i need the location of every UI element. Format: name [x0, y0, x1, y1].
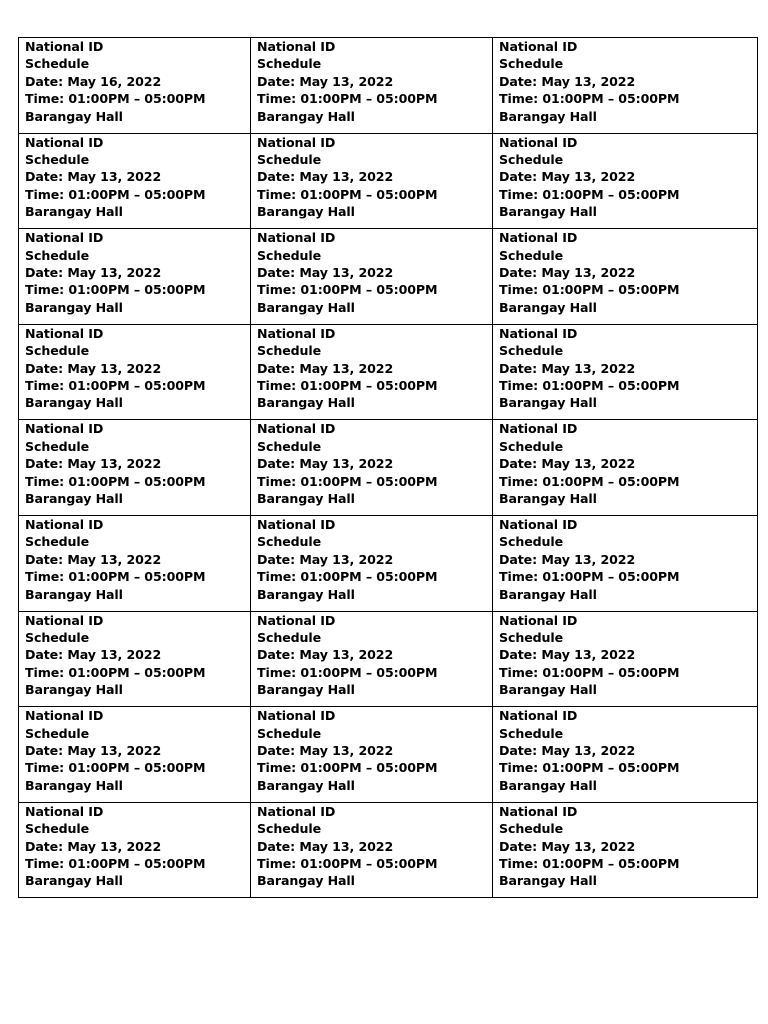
slip-title: National ID	[257, 230, 336, 246]
slip-time: Time: 01:00PM – 05:00PM	[499, 473, 680, 489]
schedule-slip	[19, 611, 251, 707]
schedule-slip	[19, 420, 251, 516]
slip-content	[499, 229, 757, 316]
slip-date: Date: May 13, 2022	[499, 742, 636, 758]
slip-content	[257, 612, 492, 699]
slip-venue: Barangay Hall	[257, 491, 355, 506]
slip-time: Time: 01:00PM – 05:00PM	[499, 664, 680, 680]
slip-title: National ID	[257, 516, 336, 532]
slip-subtitle: Schedule	[25, 152, 90, 167]
slip-venue: Barangay Hall	[257, 395, 355, 411]
slip-date: Date: May 13, 2022	[499, 360, 636, 376]
slip-venue: Barangay Hall	[257, 777, 355, 793]
slip-date: Date: May 13, 2022	[499, 551, 636, 567]
slip-subtitle: Schedule	[257, 247, 322, 263]
slip-title: National ID	[25, 230, 104, 246]
slip-subtitle: Schedule	[25, 56, 90, 72]
schedule-slip	[19, 802, 251, 898]
slip-date: Date: May 13, 2022	[25, 169, 162, 185]
slip-venue: Barangay Hall	[499, 682, 597, 698]
schedule-slip	[251, 802, 493, 898]
slip-title: National ID	[499, 612, 578, 628]
slip-date: Date: May 13, 2022	[257, 360, 394, 376]
schedule-slip	[251, 133, 493, 229]
slip-title: National ID	[257, 134, 336, 150]
slip-venue: Barangay Hall	[25, 299, 123, 315]
slip-subtitle: Schedule	[257, 725, 322, 741]
table-row	[19, 707, 758, 803]
slip-title: National ID	[257, 421, 336, 437]
slip-subtitle: Schedule	[499, 56, 564, 72]
slip-time: Time: 01:00PM – 05:00PM	[257, 855, 438, 871]
table-row	[19, 802, 758, 898]
slip-date: Date: May 16, 2022	[25, 73, 162, 89]
slip-date: Date: May 13, 2022	[25, 360, 162, 376]
schedule-table	[18, 37, 758, 898]
slip-time: Time: 01:00PM – 05:00PM	[499, 569, 680, 585]
slip-time: Time: 01:00PM – 05:00PM	[499, 378, 680, 393]
schedule-slip	[493, 707, 758, 803]
slip-date: Date: May 13, 2022	[257, 647, 394, 663]
slip-title: National ID	[25, 708, 104, 724]
schedule-slip	[493, 420, 758, 516]
slip-date: Date: May 13, 2022	[25, 551, 162, 567]
slip-time: Time: 01:00PM – 05:00PM	[499, 760, 680, 776]
slip-content	[499, 612, 757, 699]
slip-time: Time: 01:00PM – 05:00PM	[257, 186, 438, 202]
schedule-slip	[493, 611, 758, 707]
slip-content	[25, 134, 250, 221]
slip-venue: Barangay Hall	[25, 395, 123, 411]
slip-date: Date: May 13, 2022	[257, 742, 394, 758]
slip-title: National ID	[499, 708, 578, 724]
slip-content	[257, 420, 492, 507]
slip-content	[25, 229, 250, 316]
slip-venue: Barangay Hall	[257, 586, 355, 602]
slip-venue: Barangay Hall	[257, 108, 355, 124]
slip-content	[499, 707, 757, 794]
slip-time: Time: 01:00PM – 05:00PM	[25, 664, 206, 680]
slip-subtitle: Schedule	[257, 152, 322, 167]
slip-content	[499, 325, 757, 412]
slip-time: Time: 01:00PM – 05:00PM	[257, 569, 438, 585]
slip-date: Date: May 13, 2022	[257, 456, 394, 472]
slip-content	[25, 612, 250, 699]
schedule-slip	[19, 38, 251, 134]
schedule-slip	[19, 229, 251, 325]
slip-time: Time: 01:00PM – 05:00PM	[257, 282, 438, 298]
slip-venue: Barangay Hall	[257, 873, 355, 889]
schedule-slip	[251, 611, 493, 707]
slip-date: Date: May 13, 2022	[25, 265, 162, 280]
slip-date: Date: May 13, 2022	[499, 265, 636, 280]
table-row	[19, 611, 758, 707]
schedule-slip	[19, 133, 251, 229]
slip-venue: Barangay Hall	[499, 777, 597, 793]
slip-title: National ID	[499, 134, 578, 150]
slip-date: Date: May 13, 2022	[25, 838, 162, 854]
schedule-slip	[493, 38, 758, 134]
slip-content	[25, 38, 250, 125]
slip-venue: Barangay Hall	[257, 299, 355, 315]
slip-content	[25, 420, 250, 507]
table-row	[19, 324, 758, 420]
slip-venue: Barangay Hall	[499, 491, 597, 506]
slip-subtitle: Schedule	[25, 725, 90, 741]
table-row	[19, 38, 758, 134]
slip-content	[257, 134, 492, 221]
slip-subtitle: Schedule	[257, 438, 322, 454]
schedule-slip	[19, 707, 251, 803]
slip-time: Time: 01:00PM – 05:00PM	[499, 282, 680, 298]
slip-content	[25, 803, 250, 890]
slip-venue: Barangay Hall	[25, 491, 123, 506]
slip-subtitle: Schedule	[257, 534, 322, 550]
schedule-slip	[251, 420, 493, 516]
slip-time: Time: 01:00PM – 05:00PM	[25, 569, 206, 585]
slip-title: National ID	[499, 325, 578, 341]
slip-date: Date: May 13, 2022	[25, 647, 162, 663]
table-row	[19, 133, 758, 229]
schedule-slip	[493, 515, 758, 611]
slip-content	[257, 516, 492, 603]
slip-subtitle: Schedule	[25, 534, 90, 550]
slip-title: National ID	[25, 39, 104, 54]
slip-date: Date: May 13, 2022	[499, 73, 636, 89]
slip-time: Time: 01:00PM – 05:00PM	[257, 473, 438, 489]
table-row	[19, 515, 758, 611]
slip-title: National ID	[257, 39, 336, 54]
slip-content	[499, 803, 757, 890]
slip-venue: Barangay Hall	[499, 204, 597, 220]
slip-subtitle: Schedule	[499, 821, 564, 837]
slip-title: National ID	[257, 803, 336, 819]
slip-content	[257, 38, 492, 125]
slip-title: National ID	[25, 134, 104, 150]
slip-title: National ID	[257, 325, 336, 341]
slip-date: Date: May 13, 2022	[257, 169, 394, 185]
slip-time: Time: 01:00PM – 05:00PM	[25, 186, 206, 202]
slip-date: Date: May 13, 2022	[499, 838, 636, 854]
slip-title: National ID	[499, 230, 578, 246]
slip-subtitle: Schedule	[257, 343, 322, 359]
slip-venue: Barangay Hall	[25, 873, 123, 889]
slip-venue: Barangay Hall	[25, 108, 123, 124]
slip-subtitle: Schedule	[25, 629, 90, 645]
slip-subtitle: Schedule	[25, 821, 90, 837]
slip-content	[499, 38, 757, 125]
slip-date: Date: May 13, 2022	[499, 456, 636, 472]
slip-subtitle: Schedule	[257, 56, 322, 72]
slip-venue: Barangay Hall	[25, 777, 123, 793]
schedule-slip	[493, 133, 758, 229]
slip-title: National ID	[499, 516, 578, 532]
slip-title: National ID	[25, 421, 104, 437]
slip-time: Time: 01:00PM – 05:00PM	[25, 473, 206, 489]
slip-subtitle: Schedule	[499, 534, 564, 550]
slip-subtitle: Schedule	[499, 247, 564, 263]
slip-content	[499, 134, 757, 221]
slip-title: National ID	[25, 516, 104, 532]
slip-title: National ID	[25, 803, 104, 819]
slip-content	[257, 707, 492, 794]
slip-venue: Barangay Hall	[25, 204, 123, 220]
table-row	[19, 420, 758, 516]
slip-subtitle: Schedule	[25, 247, 90, 263]
slip-subtitle: Schedule	[257, 629, 322, 645]
schedule-slip	[493, 229, 758, 325]
slip-title: National ID	[25, 612, 104, 628]
slip-title: National ID	[25, 325, 104, 341]
slip-time: Time: 01:00PM – 05:00PM	[25, 760, 206, 776]
slip-subtitle: Schedule	[499, 343, 564, 359]
slip-content	[25, 707, 250, 794]
slip-time: Time: 01:00PM – 05:00PM	[257, 760, 438, 776]
slip-content	[257, 325, 492, 412]
slip-content	[257, 229, 492, 316]
slip-venue: Barangay Hall	[499, 873, 597, 889]
slip-time: Time: 01:00PM – 05:00PM	[25, 91, 206, 107]
slip-time: Time: 01:00PM – 05:00PM	[257, 378, 438, 393]
slip-subtitle: Schedule	[499, 438, 564, 454]
slip-venue: Barangay Hall	[257, 204, 355, 220]
slip-title: National ID	[499, 39, 578, 54]
schedule-slip	[251, 515, 493, 611]
schedule-table-body	[19, 38, 758, 898]
slip-subtitle: Schedule	[499, 152, 564, 167]
slip-content	[257, 803, 492, 890]
slip-content	[25, 325, 250, 412]
slip-content	[25, 516, 250, 603]
schedule-slip	[251, 229, 493, 325]
slip-title: National ID	[499, 421, 578, 437]
slip-time: Time: 01:00PM – 05:00PM	[499, 91, 680, 107]
slip-date: Date: May 13, 2022	[257, 73, 394, 89]
slip-date: Date: May 13, 2022	[25, 742, 162, 758]
schedule-slip	[493, 802, 758, 898]
schedule-slip	[19, 515, 251, 611]
slip-venue: Barangay Hall	[499, 586, 597, 602]
slip-subtitle: Schedule	[257, 821, 322, 837]
slip-date: Date: May 13, 2022	[257, 551, 394, 567]
slip-time: Time: 01:00PM – 05:00PM	[25, 378, 206, 393]
slip-title: National ID	[499, 803, 578, 819]
slip-time: Time: 01:00PM – 05:00PM	[257, 664, 438, 680]
slip-content	[499, 516, 757, 603]
schedule-slip	[251, 324, 493, 420]
slip-time: Time: 01:00PM – 05:00PM	[25, 282, 206, 298]
schedule-slip	[19, 324, 251, 420]
slip-time: Time: 01:00PM – 05:00PM	[499, 186, 680, 202]
slip-subtitle: Schedule	[499, 725, 564, 741]
slip-subtitle: Schedule	[25, 343, 90, 359]
slip-time: Time: 01:00PM – 05:00PM	[25, 855, 206, 871]
slip-subtitle: Schedule	[499, 629, 564, 645]
schedule-slip	[251, 38, 493, 134]
slip-title: National ID	[257, 708, 336, 724]
slip-venue: Barangay Hall	[499, 108, 597, 124]
schedule-slip	[493, 324, 758, 420]
slip-venue: Barangay Hall	[25, 586, 123, 602]
slip-date: Date: May 13, 2022	[25, 456, 162, 472]
slip-venue: Barangay Hall	[257, 682, 355, 698]
slip-date: Date: May 13, 2022	[257, 265, 394, 280]
slip-date: Date: May 13, 2022	[499, 647, 636, 663]
slip-date: Date: May 13, 2022	[257, 838, 394, 854]
slip-content	[499, 420, 757, 507]
slip-time: Time: 01:00PM – 05:00PM	[257, 91, 438, 107]
slip-venue: Barangay Hall	[499, 395, 597, 411]
slip-title: National ID	[257, 612, 336, 628]
slip-venue: Barangay Hall	[499, 299, 597, 315]
slip-subtitle: Schedule	[25, 438, 90, 454]
schedule-slip	[251, 707, 493, 803]
slip-venue: Barangay Hall	[25, 682, 123, 698]
slip-date: Date: May 13, 2022	[499, 169, 636, 185]
table-row	[19, 229, 758, 325]
slip-time: Time: 01:00PM – 05:00PM	[499, 855, 680, 871]
